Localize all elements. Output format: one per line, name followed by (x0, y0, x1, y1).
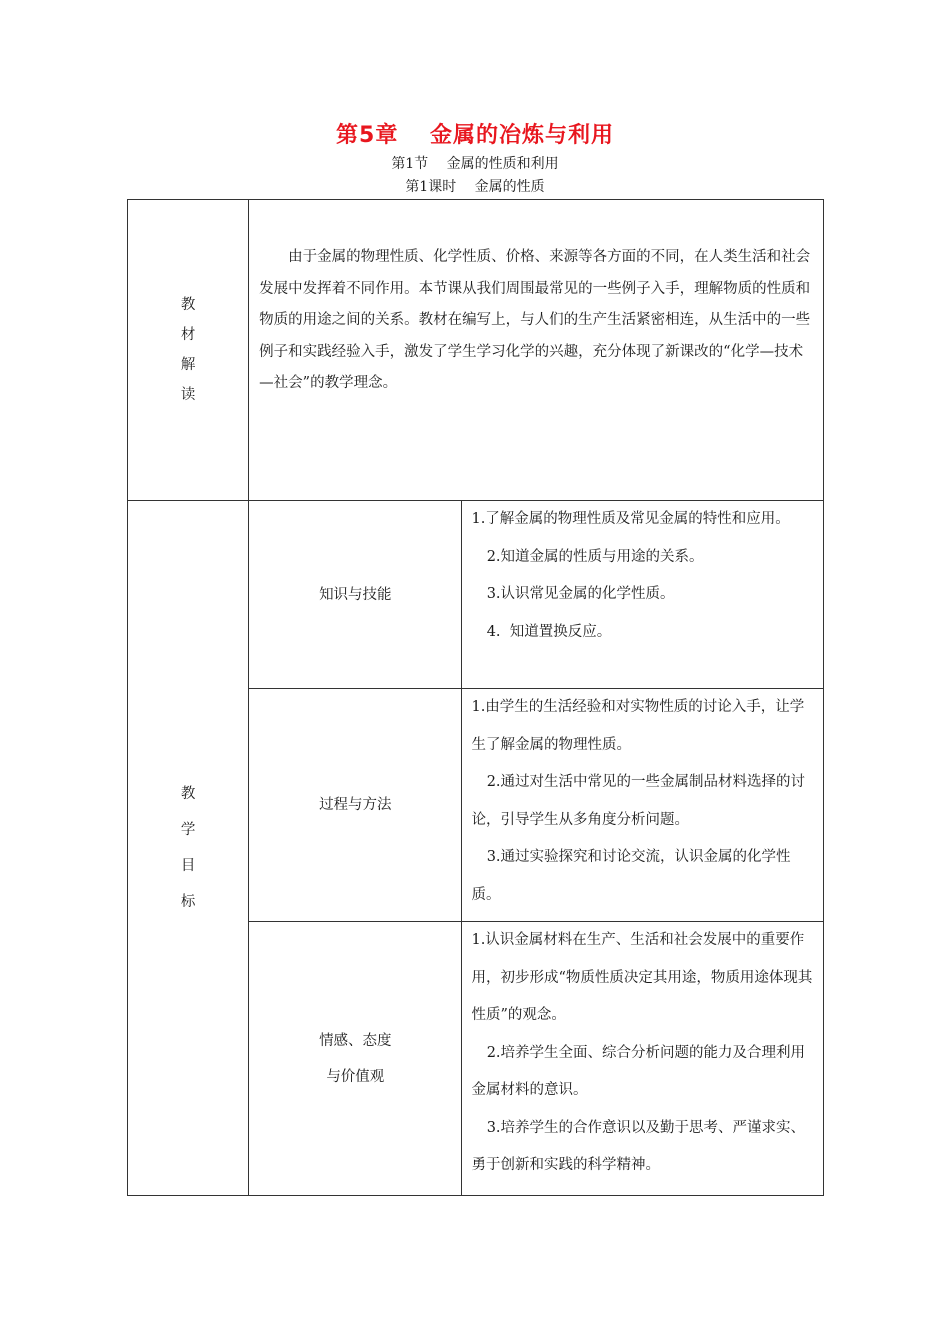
label-char: 教 (180, 297, 196, 313)
label-line: 情感、态度 (319, 1032, 392, 1049)
emotion-values-label (249, 922, 462, 1196)
textbook-interpretation: 由于金属的物理性质、化学性质、价格、来源等各方面的不同，在人类生活和社会发展中发挥着不同作用。本节课从我们周围最常见的一些例子入手，理解物质的性质和物质的用途之间的关系。教材在编写上，与人们的生产生活紧密相连，从生活中的一些例子和实践经验入手，激发了学生学习化学的兴趣，充分体现了新课改的“化学—技术—社会”的教学理念。 (249, 200, 824, 501)
label-char: 读 (180, 387, 196, 403)
knowledge-skills-label: 知识与技能 (249, 501, 462, 689)
lesson-plan-table (127, 199, 824, 1196)
goal-item: 3.培养学生的合作意识以及勤于思考、严谨求实、勇于创新和实践的科学精神。 (471, 1119, 806, 1173)
goal-item: 1.由学生的生活经验和对实物性质的讨论入手，让学生了解金属的物理性质。 (471, 699, 805, 753)
knowledge-row (128, 501, 824, 689)
goal-item: 2.知道金属的性质与用途的关系。 (486, 548, 704, 565)
emotion-values-goals (462, 922, 824, 1196)
label-line: 与价值观 (326, 1068, 385, 1085)
label-char: 材 (180, 327, 196, 343)
label-char: 标 (180, 894, 196, 910)
label-char: 目 (180, 858, 196, 874)
goal-item: 3.认识常见金属的化学性质。 (486, 586, 675, 602)
goal-item: 1.认识金属材料在生产、生活和社会发展中的重要作用，初步形成“物质性质决定其用途，物质用途体现其性质”的观念。 (471, 932, 813, 1023)
goal-item: 4. 知道置换反应。 (486, 623, 612, 640)
goal-item: 1.了解金属的物理性质及常见金属的特性和应用。 (471, 511, 790, 527)
process-methods-goals (462, 689, 824, 922)
lesson-title: 第1课时 金属的性质 (405, 179, 545, 195)
goal-item: 3.通过实验探究和讨论交流，认识金属的化学性质。 (471, 849, 791, 903)
label-char: 学 (180, 822, 196, 838)
label-char: 教 (180, 786, 196, 802)
chapter-title: 第5章 金属的冶炼与利用 (336, 123, 614, 148)
label-char: 解 (180, 357, 196, 373)
process-methods-label: 过程与方法 (249, 689, 462, 922)
objectives-label (128, 501, 249, 1196)
section-title: 第1节 金属的性质和利用 (391, 156, 559, 172)
knowledge-skills-goals (462, 501, 824, 689)
textbook-row (128, 200, 824, 501)
goal-item: 2.通过对生活中常见的一些金属制品材料选择的讨论，引导学生从多角度分析问题。 (471, 774, 806, 828)
textbook-label (128, 200, 249, 501)
goal-item: 2.培养学生全面、综合分析问题的能力及合理利用金属材料的意识。 (471, 1044, 806, 1098)
